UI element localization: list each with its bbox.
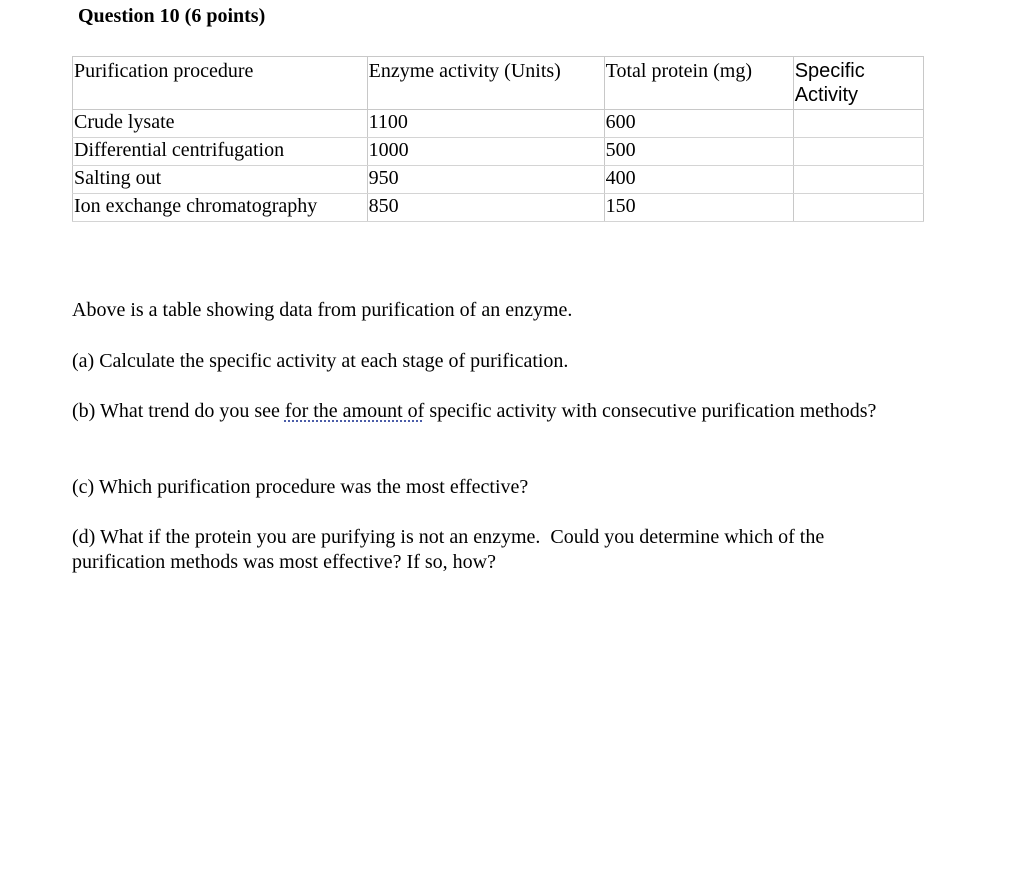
- header-enzyme-activity: Enzyme activity (Units): [367, 57, 604, 110]
- header-specific-activity: Specific Activity: [793, 57, 923, 110]
- cell-activity: 950: [367, 166, 604, 194]
- question-b-end: specific activity with consecutive purification methods?: [424, 400, 877, 422]
- question-d: (d) What if the protein you are purifying is not an enzyme. Could you determine which of the purification methods was most effective? If so, how?: [72, 526, 830, 573]
- question-b: [72, 399, 922, 424]
- cell-procedure: Differential centrifugation: [73, 138, 368, 166]
- header-total-protein: Total protein (mg): [604, 57, 793, 110]
- intro-text: Above is a table showing data from purification of an enzyme.: [72, 299, 573, 321]
- table-header-row: [73, 57, 924, 110]
- cell-protein: 400: [604, 166, 793, 194]
- table-row: [73, 138, 924, 166]
- purification-table: [72, 56, 924, 222]
- cell-specific-activity: [793, 110, 923, 138]
- cell-procedure: Ion exchange chromatography: [73, 194, 368, 222]
- question-a: (a) Calculate the specific activity at each stage of purification.: [72, 350, 569, 372]
- question-c: (c) Which purification procedure was the most effective?: [72, 476, 529, 498]
- cell-activity: 1100: [367, 110, 604, 138]
- cell-protein: 500: [604, 138, 793, 166]
- question-b-start: (b) What trend do you see: [72, 400, 285, 422]
- grammar-flagged-phrase: for the amount of: [284, 400, 425, 422]
- cell-specific-activity: [793, 138, 923, 166]
- cell-protein: 600: [604, 110, 793, 138]
- cell-activity: 850: [367, 194, 604, 222]
- table-row: [73, 194, 924, 222]
- table-row: [73, 110, 924, 138]
- cell-procedure: Crude lysate: [73, 110, 368, 138]
- cell-specific-activity: [793, 194, 923, 222]
- cell-activity: 1000: [367, 138, 604, 166]
- question-title: Question 10 (6 points): [78, 5, 266, 27]
- cell-protein: 150: [604, 194, 793, 222]
- cell-specific-activity: [793, 166, 923, 194]
- cell-procedure: Salting out: [73, 166, 368, 194]
- table-row: [73, 166, 924, 194]
- header-procedure: Purification procedure: [73, 57, 368, 110]
